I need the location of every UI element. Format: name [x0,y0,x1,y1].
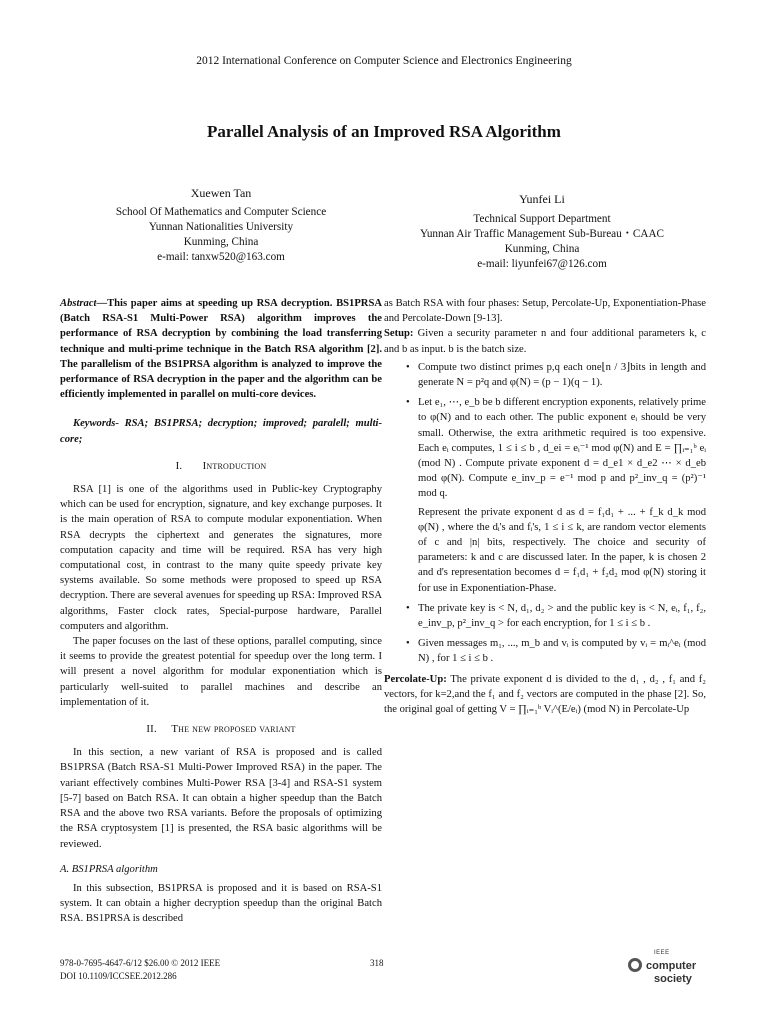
percolate-label: Percolate-Up: [384,673,447,685]
setup-label: Setup: [384,328,414,340]
conference-header: 2012 International Conference on Computer Science and Electronics Engineering [196,55,572,67]
setup-bullet-list [384,360,706,667]
setup-paragraph [384,326,706,356]
bullet-icon: • [406,397,410,409]
bullet-item [384,601,706,631]
section-heading-variant [60,722,382,737]
keywords: Keywords- RSA; BS1PRSA; decryption; improved; paralell; multi-core; [60,418,382,445]
author-affiliation: Yunnan Nationalities University [148,221,294,233]
bullet-icon: • [406,361,410,373]
author-email: e-mail: liyunfei67@126.com [477,258,607,270]
author-affiliation: Technical Support Department [473,213,611,225]
paper-title: Parallel Analysis of an Improved RSA Algorithm [207,122,561,141]
author-block-1 [60,186,382,265]
percolate-paragraph [384,672,706,718]
ieee-label: IEEE [654,950,670,956]
author-location: Kunming, China [504,243,580,255]
computer-society-logo [628,950,696,984]
abstract-text: —This paper aims at speeding up RSA decryption. BS1PRSA (Batch RSA-S1 Multi-Power RSA) algorithm improves the performance of RSA decryption by combining the load transferring technique and multi-prime technique in the Batch RSA algorithm [2]. The parallelism of the BS1PRSA algorithm is analyzed to improve the performance of RSA decryption in the paper and the algorithm can be efficiently implemented in parallel on multi-core devices. [60,298,382,401]
right-column [384,296,706,717]
bullet-item [384,395,706,596]
bullet-text: The private key is < N, d₁, d₂ > and the public key is < N, eᵢ, f₁, f₂, e_inv_p, p²_inv_q > for each encryption, for 1 ≤ i ≤ b . [418,602,706,630]
left-column [60,296,382,927]
logo-text-society: society [654,973,692,985]
percolate-text: The private exponent d is divided to the d₁ , d₂ , f₁ and f₂ vectors, for k=2,and the f₁ and f₂ vectors are computed in the phase [2]. So, the original goal of getting V = ∏ᵢ₌₁ᵇ Vᵢ^(E/eᵢ) (mod N) in Percolate-Up [384,673,706,716]
footer-isbn: 978-0-7695-4647-6/12 $26.00 © 2012 IEEE [60,958,221,968]
bullet-item [384,360,706,390]
footer-doi: DOI 10.1109/ICCSEE.2012.286 [60,971,177,981]
bullet-icon: • [406,638,410,650]
author-location: Kunming, China [183,236,259,248]
author-block-2 [372,192,712,272]
bullet-icon: • [406,602,410,614]
abstract [60,296,382,402]
batch-rsa-intro: as Batch RSA with four phases: Setup, Percolate-Up, Exponentiation-Phase and Percolate-Down [9-13]. [384,298,706,325]
author-email: e-mail: tanxw520@163.com [157,251,285,263]
bullet-text: Let e₁, ⋯, e_b be b different encryption exponents, relatively prime to φ(N) and to each other. The public exponent eᵢ should be very small. Otherwise, the extra arithmetic required is too expensive. Each eᵢ computes, 1 ≤ i ≤ b , d_ei = eᵢ⁻¹ mod φ(N) and E = ∏ᵢ₌₁ᵇ eᵢ (mod N) . Compute private exponent d = d_e1 × d_e2 ⋯ × d_eb mod φ(N). Compute e_inv_p = e⁻¹ mod p and p²_inv_q = (p²)⁻¹ mod q. [418,397,706,500]
section-number: II. [146,723,157,736]
variant-paragraph: In this section, a new variant of RSA is proposed and is called BS1PRSA (Batch RSA-S1 Multi-Power Improved RSA) in the paper. The variant effectively combines Multi-Power RSA [3-4] and RSA-S1 system [5-7] based on Batch RSA. It can obtain a higher speedup than the Batch RSA and the above two RSA variants. Before the proposals of optimizing the RSA cryptosystem [1] is presented, the RSA basic algorithms will be reviewed. [60,747,382,850]
bullet-text: Compute two distinct primes p,q each one⌊n / 3⌋bits in length and generate N = p²q and φ(N) = (p − 1)(q − 1). [418,361,706,389]
intro-paragraph-1: RSA [1] is one of the algorithms used in Public-key Cryptography which can be used for encryption, signature, and key exchange purposes. It is the main operation of RSA to compute modular exponentiation. When RSA decrypts the ciphertext and generates the signatures, more computation capacity and time will be required. RSA has very high computational cost, in contrast to the many quite speedy private key systems available. So some methods were proposed to speed up RSA decryption. There are several avenues for speeding up RSA: Improved RSA algorithms, Faster clock rates, Special-purpose hardware, Parallel computers and algorithm. [60,484,382,632]
bullet-text: Represent the private exponent d as d = f₁d₁ + ... + f_k d_k mod φ(N) , where the dᵢ's and fᵢ's, 1 ≤ i ≤ k, are random vector elements of c and |n| bits, respectively. The choice and security of parameters: k and c are discussed later. In the paper, k is chosen 2 and d's representation becomes d = f₁d₁ + f₂d₂ mod φ(N) storing it for use in Exponentiation-Phase. [418,506,706,594]
author-name: Xuewen Tan [190,186,252,200]
logo-text-computer: computer [646,960,697,972]
abstract-label: Abstract [60,298,97,309]
section-heading-introduction [60,459,382,474]
setup-text: Given a security parameter n and four additional parameters k, c and b as input. b is the batch size. [384,328,706,355]
footer-copyright [60,957,220,983]
section-title: The new proposed variant [171,723,296,736]
intro-paragraph-2: The paper focuses on the last of these options, parallel computing, since it seems to provide the greatest potential for speedup over the long term. I will present a novel algorithm for modular exponentiation which is particularly well-suited to parallel machines and describe an implementation of it. [60,636,382,708]
subsection-heading: A. BS1PRSA algorithm [60,863,158,875]
section-title: Introduction [202,459,267,472]
author-affiliation: Yunnan Air Traffic Management Sub-Bureau・CAAC [419,228,665,240]
author-affiliation: School Of Mathematics and Computer Science [115,206,327,218]
gear-icon [628,958,642,972]
bullet-text: Given messages m₁, ..., m_b and vᵢ is computed by vᵢ = mᵢ^eᵢ (mod N) , for 1 ≤ i ≤ b . [418,638,706,665]
bullet-item [384,636,706,666]
author-name: Yunfei Li [519,192,565,206]
page-number: 318 [370,958,384,968]
section-number: I. [175,459,183,472]
subsection-paragraph: In this subsection, BS1PRSA is proposed and it is based on RSA-S1 system. It can obtain a higher decryption speedup than the original Batch RSA. BS1PRSA is described [60,882,382,925]
